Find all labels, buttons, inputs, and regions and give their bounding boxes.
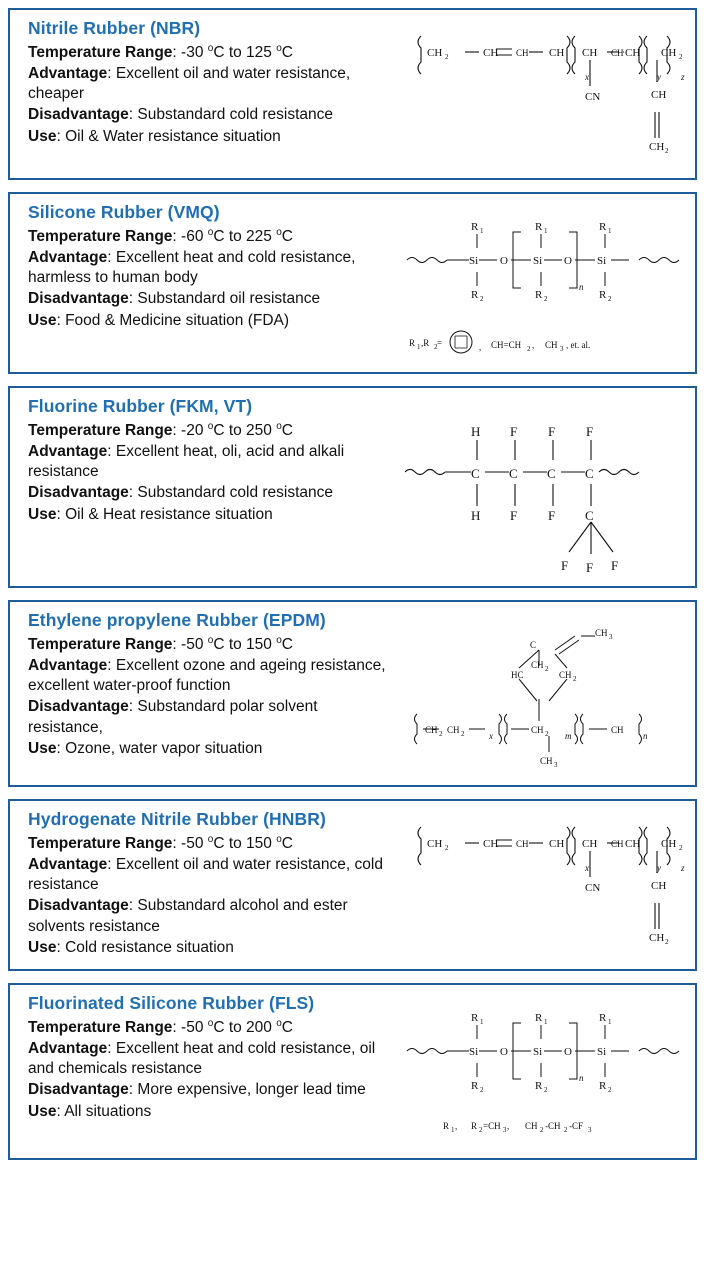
svg-text:C: C [547, 466, 556, 481]
svg-text:3: 3 [554, 761, 558, 769]
svg-text:1: 1 [544, 227, 548, 235]
svg-text:, et. al.: , et. al. [566, 340, 591, 350]
svg-text:,: , [532, 340, 535, 350]
svg-text:C: C [585, 466, 594, 481]
svg-text:F: F [510, 424, 518, 439]
svg-text:2: 2 [608, 1086, 612, 1094]
advantage-value: Excellent ozone and ageing resistance, excellent water-proof function [28, 657, 386, 695]
advantage-row: Advantage: Excellent oil and water resistance, cheaper [28, 65, 351, 103]
card-text-hydrogenate-nitrile-rubber [10, 801, 393, 969]
svg-text:O: O [500, 1046, 508, 1058]
temperature-row: Temperature Range: -60 $^o$C to 225 $^o$C [28, 226, 293, 245]
temperature-row: Temperature Range: -30 $^o$C to 125 $^o$C [28, 42, 293, 61]
svg-text:CH: CH [625, 838, 641, 850]
svg-text:Si: Si [597, 255, 607, 267]
svg-text:C: C [509, 466, 518, 481]
svg-text:1: 1 [480, 1018, 484, 1026]
advantage-label: Advantage [28, 856, 108, 874]
svg-text:F: F [611, 558, 619, 573]
svg-text:R: R [471, 289, 479, 301]
svg-text:H: H [471, 508, 481, 523]
svg-text:CH: CH [651, 89, 667, 101]
svg-text:3: 3 [609, 633, 613, 641]
disadvantage-label: Disadvantage [28, 698, 129, 716]
svg-text:,: , [455, 1121, 458, 1131]
figure-nbr-structure [393, 10, 695, 178]
svg-text:Si: Si [533, 1046, 543, 1058]
svg-text:CH: CH [651, 880, 667, 892]
disadvantage-value: Substandard cold resistance [137, 484, 334, 502]
disadvantage-label: Disadvantage [28, 897, 129, 915]
advantage-row: Advantage: Excellent ozone and ageing resistance, excellent water-proof function [28, 657, 386, 695]
svg-text:2: 2 [679, 844, 683, 852]
temperature-value: -50 $^o$C to 200 $^o$C [181, 1017, 293, 1036]
svg-text:Si: Si [469, 255, 479, 267]
temperature-label: Temperature Range [28, 1019, 173, 1036]
svg-text:2: 2 [479, 1126, 483, 1134]
disadvantage-label: Disadvantage [28, 1081, 129, 1099]
disadvantage-value: Substandard cold resistance [137, 106, 334, 124]
svg-text:CH: CH [549, 47, 565, 59]
svg-text:,R: ,R [421, 338, 430, 348]
svg-text:Si: Si [597, 1046, 607, 1058]
svg-text:Si: Si [533, 255, 543, 267]
disadvantage-row: Disadvantage: Substandard alcohol and ester solvents resistance [28, 897, 348, 935]
advantage-value: Excellent heat and cold resistance, oil and chemicals resistance [28, 1040, 376, 1078]
svg-text:F: F [548, 424, 556, 439]
temperature-label: Temperature Range [28, 835, 173, 852]
siloxane-structure-icon [399, 198, 689, 368]
card-ethylene-propylene-rubber [8, 600, 697, 787]
temperature-value: -50 $^o$C to 150 $^o$C [181, 833, 293, 852]
temperature-row: Temperature Range: -50 $^o$C to 150 $^o$C [28, 634, 293, 653]
svg-text:,: , [479, 342, 482, 352]
card-text-ethylene-propylene-rubber [10, 602, 393, 785]
svg-text:2: 2 [545, 730, 549, 738]
svg-text:CN: CN [585, 91, 601, 103]
hnbr-structure-icon [399, 805, 689, 965]
svg-text:CH: CH [649, 141, 665, 153]
svg-text:R: R [599, 1012, 607, 1024]
card-title: Fluorine Rubber (FKM, VT) [28, 396, 253, 416]
card-hydrogenate-nitrile-rubber [8, 799, 697, 971]
svg-text:F: F [586, 424, 594, 439]
svg-text:CH: CH [611, 725, 624, 735]
advantage-row: Advantage: Excellent heat and cold resistance, oil and chemicals resistance [28, 1040, 376, 1078]
svg-text:CH: CH [549, 838, 565, 850]
svg-text:CH: CH [531, 725, 544, 735]
svg-text:3: 3 [503, 1126, 507, 1134]
svg-text:2: 2 [540, 1126, 544, 1134]
temperature-row: Temperature Range: -50 $^o$C to 200 $^o$C [28, 1017, 293, 1036]
svg-text:x: x [585, 863, 589, 873]
disadvantage-value: Substandard polar solvent resistance, [28, 698, 318, 736]
svg-text:R: R [599, 221, 607, 233]
svg-text:2: 2 [434, 343, 438, 351]
svg-text:R: R [535, 1012, 543, 1024]
advantage-row: Advantage: Excellent oil and water resistance, cold resistance [28, 856, 383, 894]
temperature-label: Temperature Range [28, 228, 173, 245]
svg-text:CH: CH [447, 725, 460, 735]
nbr-structure-icon [399, 14, 689, 174]
disadvantage-label: Disadvantage [28, 106, 129, 124]
svg-text:1: 1 [608, 1018, 612, 1026]
svg-text:CH: CH [649, 932, 665, 944]
svg-text:CN: CN [585, 882, 601, 894]
svg-text:CH: CH [540, 756, 553, 766]
svg-text:CH: CH [516, 48, 529, 58]
advantage-value: Excellent oil and water resistance, cheaper [28, 65, 351, 103]
svg-text:2: 2 [480, 295, 484, 303]
svg-text:CH: CH [483, 47, 499, 59]
advantage-row: Advantage: Excellent heat, oli, acid and alkali resistance [28, 443, 345, 481]
use-value: Oil & Heat resistance situation [65, 505, 273, 523]
svg-text:CH: CH [582, 47, 598, 59]
use-value: Oil & Water resistance situation [65, 127, 281, 145]
svg-text:F: F [561, 558, 569, 573]
figure-hnbr-structure [393, 801, 695, 969]
card-text-fluorinated-silicone-rubber [10, 985, 393, 1158]
svg-text:z: z [681, 72, 685, 82]
svg-text:F: F [586, 560, 594, 575]
svg-text:2: 2 [461, 730, 465, 738]
fls-structure-icon [399, 989, 689, 1154]
temperature-row: Temperature Range: -50 $^o$C to 150 $^o$C [28, 833, 293, 852]
svg-text:C: C [585, 508, 594, 523]
svg-text:CH: CH [611, 48, 624, 58]
svg-text:x: x [585, 72, 589, 82]
temperature-label: Temperature Range [28, 422, 173, 439]
svg-text:n: n [579, 282, 584, 292]
svg-text:y: y [657, 72, 661, 82]
svg-text:2: 2 [527, 345, 531, 353]
svg-text:R: R [535, 221, 543, 233]
svg-text:CH: CH [661, 47, 677, 59]
use-label: Use [28, 739, 57, 757]
card-text-silicone-rubber [10, 194, 393, 372]
svg-text:2: 2 [544, 1086, 548, 1094]
use-value: All situations [64, 1102, 152, 1120]
figure-fkm-structure [393, 388, 695, 586]
svg-text:1: 1 [480, 227, 484, 235]
svg-text:R: R [599, 1080, 607, 1092]
svg-text:2: 2 [573, 675, 577, 683]
svg-text:R: R [471, 1121, 478, 1131]
card-fluorinated-silicone-rubber [8, 983, 697, 1160]
svg-text:-CF: -CF [569, 1121, 584, 1131]
svg-text:CH: CH [611, 839, 624, 849]
card-title: Fluorinated Silicone Rubber (FLS) [28, 993, 315, 1013]
svg-text:2: 2 [545, 665, 549, 673]
svg-text:2: 2 [608, 295, 612, 303]
temperature-value: -20 $^o$C to 250 $^o$C [181, 420, 293, 439]
svg-text:R: R [471, 1012, 479, 1024]
svg-text:R: R [471, 1080, 479, 1092]
use-label: Use [28, 505, 57, 523]
use-row: Use: Ozone, water vapor situation [28, 739, 263, 757]
svg-text:CH: CH [661, 838, 677, 850]
card-title: Nitrile Rubber (NBR) [28, 18, 201, 38]
disadvantage-label: Disadvantage [28, 290, 129, 308]
svg-text:R: R [535, 1080, 543, 1092]
disadvantage-row: Disadvantage: Substandard oil resistance [28, 290, 321, 308]
disadvantage-row: Disadvantage: Substandard polar solvent resistance, [28, 698, 318, 736]
svg-text:2: 2 [445, 844, 449, 852]
svg-text:-CH: -CH [545, 1121, 561, 1131]
svg-text:CH: CH [425, 725, 438, 735]
use-label: Use [28, 1102, 57, 1120]
disadvantage-value: More expensive, longer lead time [137, 1081, 366, 1099]
svg-text:C: C [471, 466, 480, 481]
disadvantage-label: Disadvantage [28, 484, 129, 502]
svg-text:,: , [507, 1121, 510, 1131]
svg-text:2: 2 [679, 53, 683, 61]
svg-text:CH: CH [516, 839, 529, 849]
card-title: Hydrogenate Nitrile Rubber (HNBR) [28, 809, 326, 829]
card-fluorine-rubber [8, 386, 697, 588]
svg-text:n: n [643, 731, 648, 741]
card-text-fluorine-rubber [10, 388, 393, 586]
advantage-label: Advantage [28, 1040, 108, 1058]
use-value: Cold resistance situation [65, 938, 234, 956]
svg-text:C: C [530, 640, 537, 650]
disadvantage-row: Disadvantage: Substandard cold resistance [28, 106, 334, 124]
use-row: Use: All situations [28, 1102, 152, 1120]
temperature-value: -50 $^o$C to 150 $^o$C [181, 634, 293, 653]
figure-siloxane-structure [393, 194, 695, 372]
svg-text:=CH: =CH [483, 1121, 501, 1131]
svg-text:1: 1 [417, 343, 421, 351]
advantage-label: Advantage [28, 249, 108, 267]
svg-text:1: 1 [608, 227, 612, 235]
disadvantage-value: Substandard oil resistance [137, 290, 321, 308]
temperature-label: Temperature Range [28, 636, 173, 653]
svg-text:x: x [489, 731, 493, 741]
temperature-value: -30 $^o$C to 125 $^o$C [181, 42, 293, 61]
temperature-label: Temperature Range [28, 44, 173, 61]
advantage-label: Advantage [28, 657, 108, 675]
svg-text:F: F [548, 508, 556, 523]
svg-text:R: R [599, 289, 607, 301]
use-label: Use [28, 127, 57, 145]
svg-text:CH: CH [545, 340, 558, 350]
card-silicone-rubber [8, 192, 697, 374]
svg-text:CH: CH [427, 47, 443, 59]
svg-text:2: 2 [439, 730, 443, 738]
svg-text:3: 3 [560, 345, 564, 353]
use-value: Food & Medicine situation (FDA) [65, 311, 290, 329]
disadvantage-row: Disadvantage: Substandard cold resistance [28, 484, 334, 502]
use-row: Use: Cold resistance situation [28, 938, 234, 956]
use-row: Use: Oil & Water resistance situation [28, 127, 281, 145]
advantage-label: Advantage [28, 65, 108, 83]
svg-text:3: 3 [588, 1126, 592, 1134]
advantage-value: Excellent oil and water resistance, cold resistance [28, 856, 383, 894]
advantage-row: Advantage: Excellent heat and cold resistance, harmless to human body [28, 249, 356, 287]
use-label: Use [28, 938, 57, 956]
svg-text:1: 1 [451, 1126, 455, 1134]
svg-text:CH: CH [582, 838, 598, 850]
svg-text:2: 2 [445, 53, 449, 61]
svg-text:R: R [443, 1121, 450, 1131]
use-label: Use [28, 311, 57, 329]
svg-text:R: R [471, 221, 479, 233]
svg-text:2: 2 [544, 295, 548, 303]
svg-text:O: O [564, 1046, 572, 1058]
svg-text:2: 2 [564, 1126, 568, 1134]
use-value: Ozone, water vapor situation [65, 739, 263, 757]
svg-text:R: R [409, 338, 416, 348]
svg-text:Si: Si [469, 1046, 479, 1058]
svg-text:CH=CH: CH=CH [491, 340, 522, 350]
svg-text:=: = [437, 338, 443, 348]
use-row: Use: Oil & Heat resistance situation [28, 505, 273, 523]
svg-text:O: O [564, 255, 572, 267]
use-row: Use: Food & Medicine situation (FDA) [28, 311, 290, 329]
disadvantage-row: Disadvantage: More expensive, longer lead time [28, 1081, 366, 1099]
svg-text:CH: CH [595, 628, 608, 638]
advantage-value: Excellent heat and cold resistance, harmless to human body [28, 249, 356, 287]
fkm-structure-icon [399, 392, 689, 582]
svg-text:R: R [535, 289, 543, 301]
card-nitrile-rubber [8, 8, 697, 180]
temperature-value: -60 $^o$C to 225 $^o$C [181, 226, 293, 245]
svg-text:O: O [500, 255, 508, 267]
svg-text:2: 2 [665, 938, 669, 946]
svg-text:H: H [471, 424, 481, 439]
svg-text:n: n [579, 1073, 584, 1083]
card-text-nitrile-rubber [10, 10, 393, 178]
svg-text:z: z [681, 863, 685, 873]
svg-text:m: m [565, 731, 572, 741]
figure-fls-structure [393, 985, 695, 1158]
disadvantage-value: Substandard alcohol and ester solvents resistance [28, 897, 348, 935]
svg-text:F: F [510, 508, 518, 523]
advantage-label: Advantage [28, 443, 108, 461]
temperature-row: Temperature Range: -20 $^o$C to 250 $^o$C [28, 420, 293, 439]
card-title: Silicone Rubber (VMQ) [28, 202, 220, 222]
svg-text:CH: CH [427, 838, 443, 850]
svg-text:y: y [657, 863, 661, 873]
advantage-value: Excellent heat, oli, acid and alkali resistance [28, 443, 345, 481]
figure-epdm-structure [393, 602, 695, 785]
svg-text:CH: CH [625, 47, 641, 59]
card-title: Ethylene propylene Rubber (EPDM) [28, 610, 326, 630]
svg-text:CH: CH [525, 1121, 538, 1131]
svg-text:1: 1 [544, 1018, 548, 1026]
svg-text:HC: HC [511, 670, 524, 680]
svg-text:CH: CH [531, 660, 544, 670]
epdm-structure-icon [399, 606, 689, 781]
svg-text:CH: CH [559, 670, 572, 680]
svg-text:2: 2 [665, 147, 669, 155]
svg-text:2: 2 [480, 1086, 484, 1094]
svg-text:CH: CH [483, 838, 499, 850]
